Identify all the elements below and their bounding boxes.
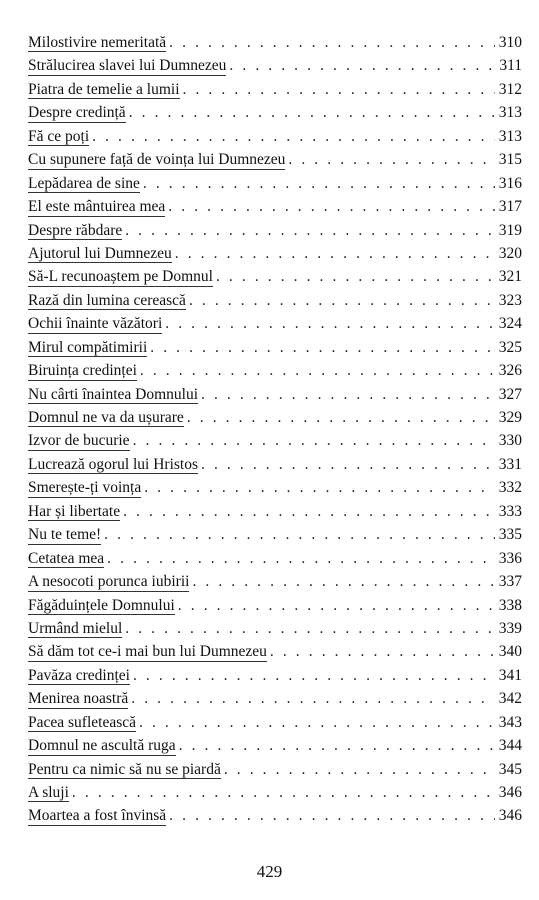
toc-entry-title: Nu te teme! [28,523,101,546]
toc-entry-page: 343 [498,713,522,731]
dot-leader [150,336,495,359]
dot-leader [270,640,495,663]
toc-entry [28,711,522,734]
dot-leader [168,195,494,218]
dot-leader [179,734,495,757]
toc-entry [28,242,522,265]
dot-leader [169,31,495,54]
toc-entry [28,500,522,523]
toc-entry-title: Cu supunere față de voința lui Dumnezeu [28,148,285,171]
toc-entry [28,383,522,406]
toc-entry-page: 340 [498,643,522,661]
toc-entry-title: Despre credință [28,101,126,124]
dot-leader [123,500,495,523]
toc-entry-page: 311 [499,57,522,75]
dot-leader [169,804,495,827]
toc-entry [28,758,522,781]
toc-entry-page: 332 [498,479,522,497]
toc-entry-page: 345 [498,760,522,778]
page-number: 429 [256,862,283,881]
toc-entry-title: Moartea a fost învinsă [28,804,166,827]
dot-leader [201,453,495,476]
toc-entry-page: 330 [498,432,522,450]
toc-entry-title: Ajutorul lui Dumnezeu [28,242,172,265]
dot-leader [144,476,495,499]
dot-leader [216,265,495,288]
toc-entry-title: Domnul ne ascultă ruga [28,734,176,757]
dot-leader [201,383,495,406]
toc-entry-page: 324 [498,315,522,333]
toc-entry-title: Pentru ca nimic să nu se piardă [28,758,221,781]
toc-entry-title: A sluji [28,781,69,804]
toc-entry-page: 346 [498,784,522,801]
toc-entry-page: 336 [498,549,522,567]
dot-leader [104,523,495,546]
toc-entry [28,195,522,218]
dot-leader [187,406,495,429]
toc-entry [28,781,522,804]
toc-entry-page: 346 [498,807,522,825]
toc-entry [28,125,522,148]
toc-entry-title: Biruința credinței [28,359,137,382]
toc-entry-title: Milostivire nemeritată [28,31,166,54]
toc-entry [28,664,522,687]
toc-entry-page: 320 [498,244,522,262]
toc-entry [28,289,522,312]
toc-entry-title: Har și libertate [28,500,120,523]
dot-leader [189,289,495,312]
toc-entry-page: 327 [498,385,522,403]
toc-entry-title: Nu cârti înaintea Domnului [28,383,198,406]
toc-entry-title: Mirul compătimirii [28,336,147,359]
dot-leader [125,617,494,640]
toc-entry-title: Domnul ne va da ușurare [28,406,184,429]
toc-entry [28,640,522,663]
dot-leader [131,687,494,710]
dot-leader [143,172,495,195]
toc-entry [28,547,522,570]
toc-entry-title: Fă ce poți [28,125,89,148]
toc-entry [28,31,522,54]
toc-entry-page: 339 [498,619,522,637]
toc-entry-title: Lucrează ogorul lui Hristos [28,453,198,476]
toc-entry [28,312,522,335]
toc-entry [28,336,522,359]
toc-entry [28,219,522,242]
table-of-contents [28,31,522,828]
toc-entry-title: Menirea noastră [28,687,128,710]
toc-entry [28,804,522,827]
dot-leader [125,219,495,242]
dot-leader [92,125,495,148]
toc-entry [28,617,522,640]
toc-entry-page: 323 [498,291,522,309]
toc-entry-title: Pavăza credinței [28,664,130,687]
toc-entry-page: 310 [498,34,522,51]
toc-entry-page: 329 [498,409,522,426]
dot-leader [229,54,495,77]
toc-entry-title: Lepădarea de sine [28,172,140,195]
toc-entry-title: Pacea sufletească [28,711,136,734]
toc-entry-page: 315 [498,151,522,169]
toc-entry-title: Ochii înainte văzători [28,312,162,335]
toc-entry-title: Urmând mielul [28,617,122,640]
toc-entry [28,359,522,382]
toc-entry [28,687,522,710]
toc-entry [28,523,522,546]
toc-entry-page: 342 [498,690,522,708]
dot-leader [140,359,495,382]
dot-leader [107,547,495,570]
dot-leader [165,312,494,335]
toc-entry [28,101,522,124]
toc-entry-title: Piatra de temelie a lumii [28,78,180,101]
toc-entry [28,148,522,171]
dot-leader [288,148,494,171]
toc-entry [28,406,522,429]
toc-entry [28,429,522,452]
toc-entry-page: 321 [498,268,522,286]
toc-entry [28,453,522,476]
toc-entry [28,570,522,593]
toc-entry [28,265,522,288]
toc-entry [28,172,522,195]
toc-entry-page: 344 [498,737,522,755]
dot-leader [175,242,495,265]
toc-entry [28,54,522,77]
toc-entry-page: 341 [498,666,522,684]
toc-entry-page: 326 [498,362,522,380]
toc-entry-title: Să-L recunoaștem pe Domnul [28,265,213,288]
toc-entry-page: 313 [498,127,522,145]
toc-entry-title: Rază din lumina cerească [28,289,186,312]
toc-entry-page: 325 [498,338,522,356]
toc-entry-page: 337 [498,573,522,591]
toc-entry [28,734,522,757]
toc-entry-page: 335 [498,526,522,544]
dot-leader [192,570,494,593]
toc-entry-title: Să dăm tot ce-i mai bun lui Dumnezeu [28,640,267,663]
toc-entry-page: 312 [498,80,522,98]
dot-leader [224,758,495,781]
toc-entry-page: 331 [498,455,522,473]
toc-entry-title: A nesocoti porunca iubirii [28,570,189,593]
dot-leader [129,101,495,124]
toc-entry-title: Izvor de bucurie [28,429,130,452]
toc-entry [28,78,522,101]
toc-entry-page: 316 [498,174,522,192]
toc-entry-page: 333 [498,502,522,520]
toc-entry-page: 338 [498,596,522,614]
dot-leader [133,429,495,452]
toc-entry-page: 313 [498,104,522,122]
dot-leader [139,711,495,734]
toc-entry-page: 319 [498,221,522,239]
toc-entry [28,476,522,499]
toc-entry-title: Făgăduințele Domnului [28,594,175,617]
dot-leader [183,78,495,101]
dot-leader [72,781,495,804]
toc-entry-title: Smerește-ți voința [28,476,141,499]
toc-entry-title: Despre răbdare [28,219,122,242]
toc-entry-title: El este mântuirea mea [28,195,165,218]
dot-leader [133,664,495,687]
toc-entry-title: Strălucirea slavei lui Dumnezeu [28,54,226,77]
toc-entry-title: Cetatea mea [28,547,104,570]
dot-leader [178,594,495,617]
toc-entry [28,594,522,617]
toc-entry-page: 317 [498,198,522,216]
